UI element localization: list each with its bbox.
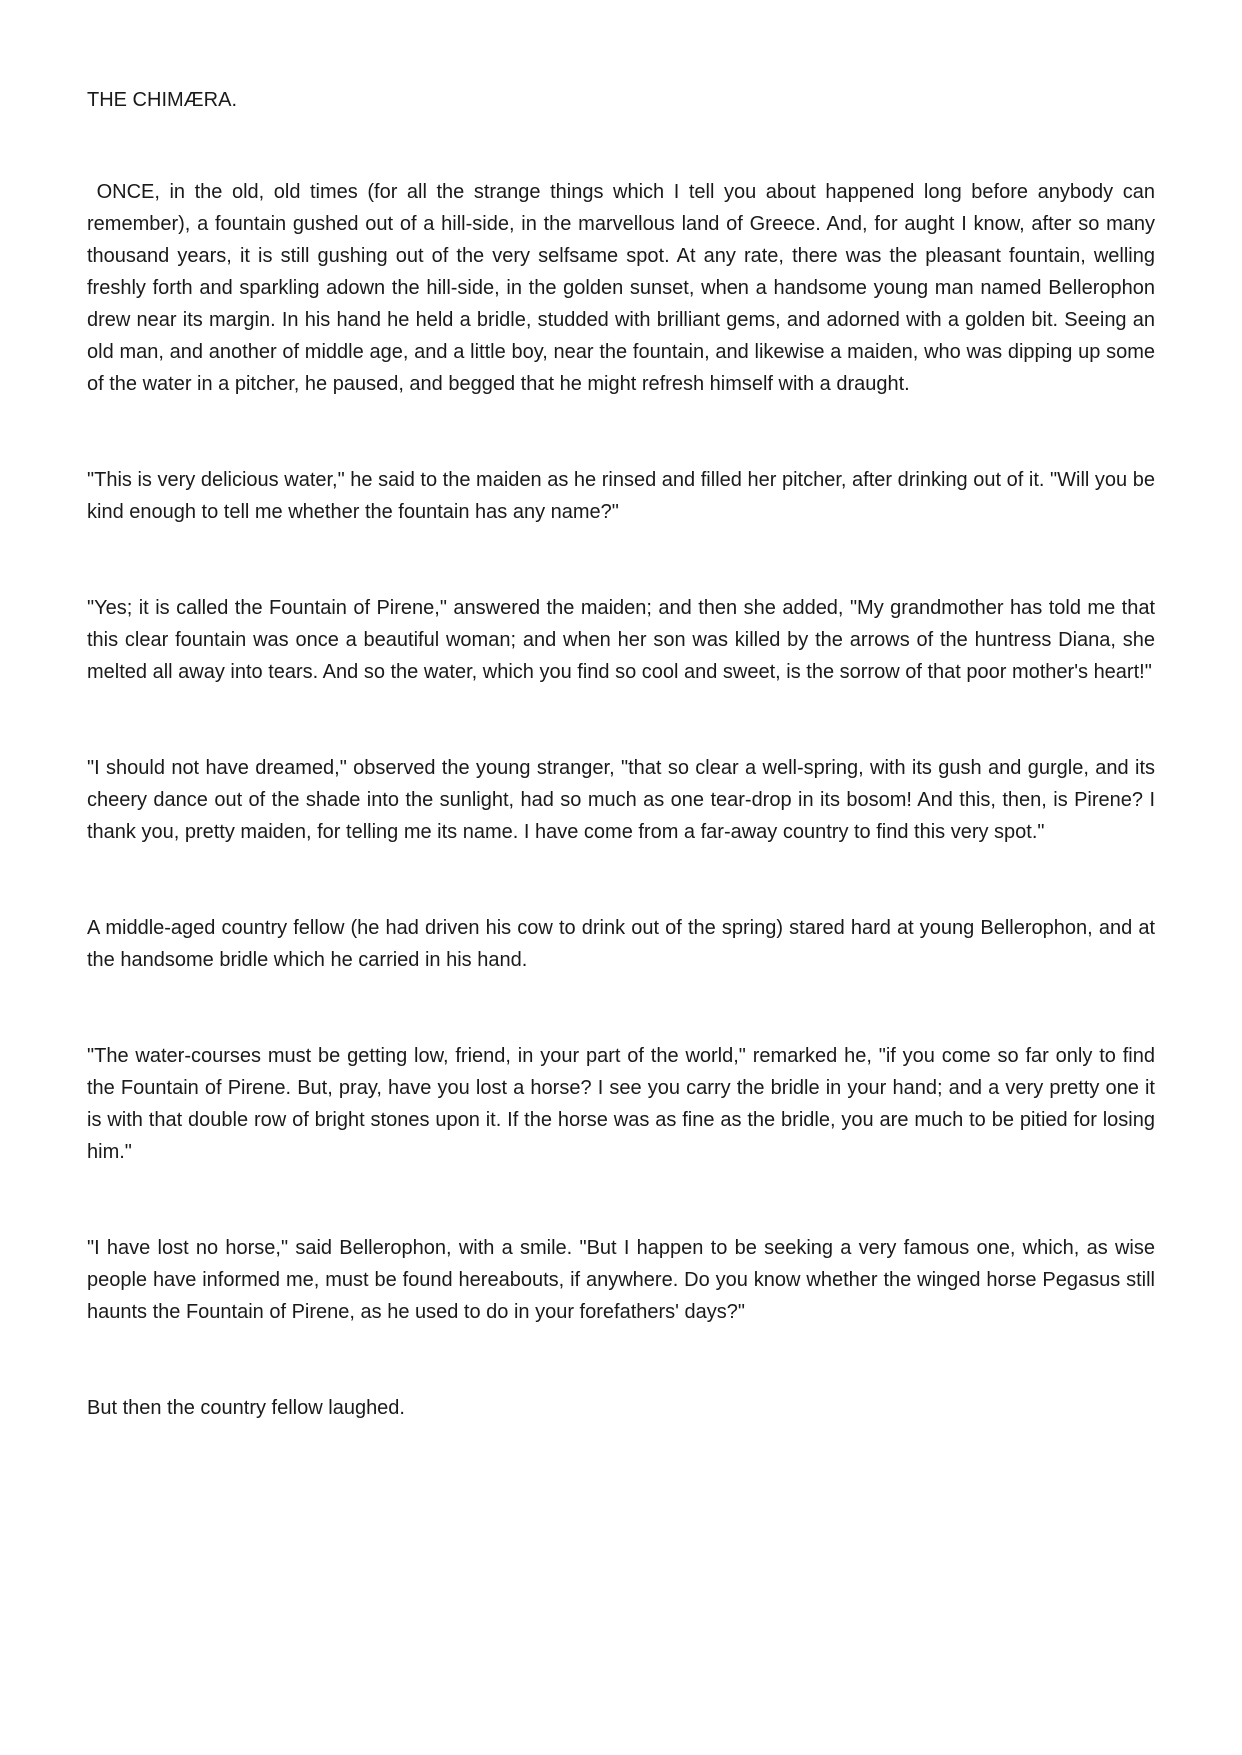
paragraph: "I have lost no horse," said Bellerophon, with a smile. "But I happen to be seeking a very famous one, which, as wise people have informed me, must be found hereabouts, if anywhere. Do you know whether the winged horse Pegasus still haunts the Fountain of Pirene, as he used to do in your forefathers' days?" [87, 1237, 1155, 1323]
paragraph: A middle-aged country fellow (he had driven his cow to drink out of the spring) stared hard at young Bellerophon, and at the handsome bridle which he carried in his hand. [87, 917, 1155, 971]
paragraph: But then the country fellow laughed. [87, 1397, 405, 1419]
paragraph: "The water-courses must be getting low, friend, in your part of the world," remarked he, "if you come so far only to find the Fountain of Pirene. But, pray, have you lost a horse? I see you carry the bridle in your hand; and a very pretty one it is with that double row of bright stones upon it. If the horse was as fine as the bridle, you are much to be pitied for losing him." [87, 1045, 1155, 1163]
paragraph: "Yes; it is called the Fountain of Pirene," answered the maiden; and then she added, "My grandmother has told me that this clear fountain was once a beautiful woman; and when her son was killed by the arrows of the huntress Diana, she melted all away into tears. And so the water, which you find so cool and sweet, is the sorrow of that poor mother's heart!" [87, 597, 1155, 683]
paragraph: "I should not have dreamed," observed the young stranger, "that so clear a well-spring, with its gush and gurgle, and its cheery dance out of the shade into the sunlight, had so much as one tear-drop in its bosom! And this, then, is Pirene? I thank you, pretty maiden, for telling me its name. I have come from a far-away country to find this very spot." [87, 757, 1155, 843]
paragraph: "This is very delicious water," he said to the maiden as he rinsed and filled her pitcher, after drinking out of it. "Will you be kind enough to tell me whether the fountain has any name?" [87, 469, 1155, 523]
document-body [87, 84, 1161, 1424]
chapter-title: THE CHIMÆRA. [87, 89, 237, 111]
paragraph: ONCE, in the old, old times (for all the strange things which I tell you about happened long before anybody can remember), a fountain gushed out of a hill-side, in the marvellous land of Greece. And, for aught I know, after so many thousand years, it is still gushing out of the very selfsame spot. At any rate, there was the pleasant fountain, welling freshly forth and sparkling adown the hill-side, in the golden sunset, when a handsome young man named Bellerophon drew near its margin. In his hand he held a bridle, studded with brilliant gems, and adorned with a golden bit. Seeing an old man, and another of middle age, and a little boy, near the fountain, and likewise a maiden, who was dipping up some of the water in a pitcher, he paused, and begged that he might refresh himself with a draught. [87, 181, 1161, 395]
